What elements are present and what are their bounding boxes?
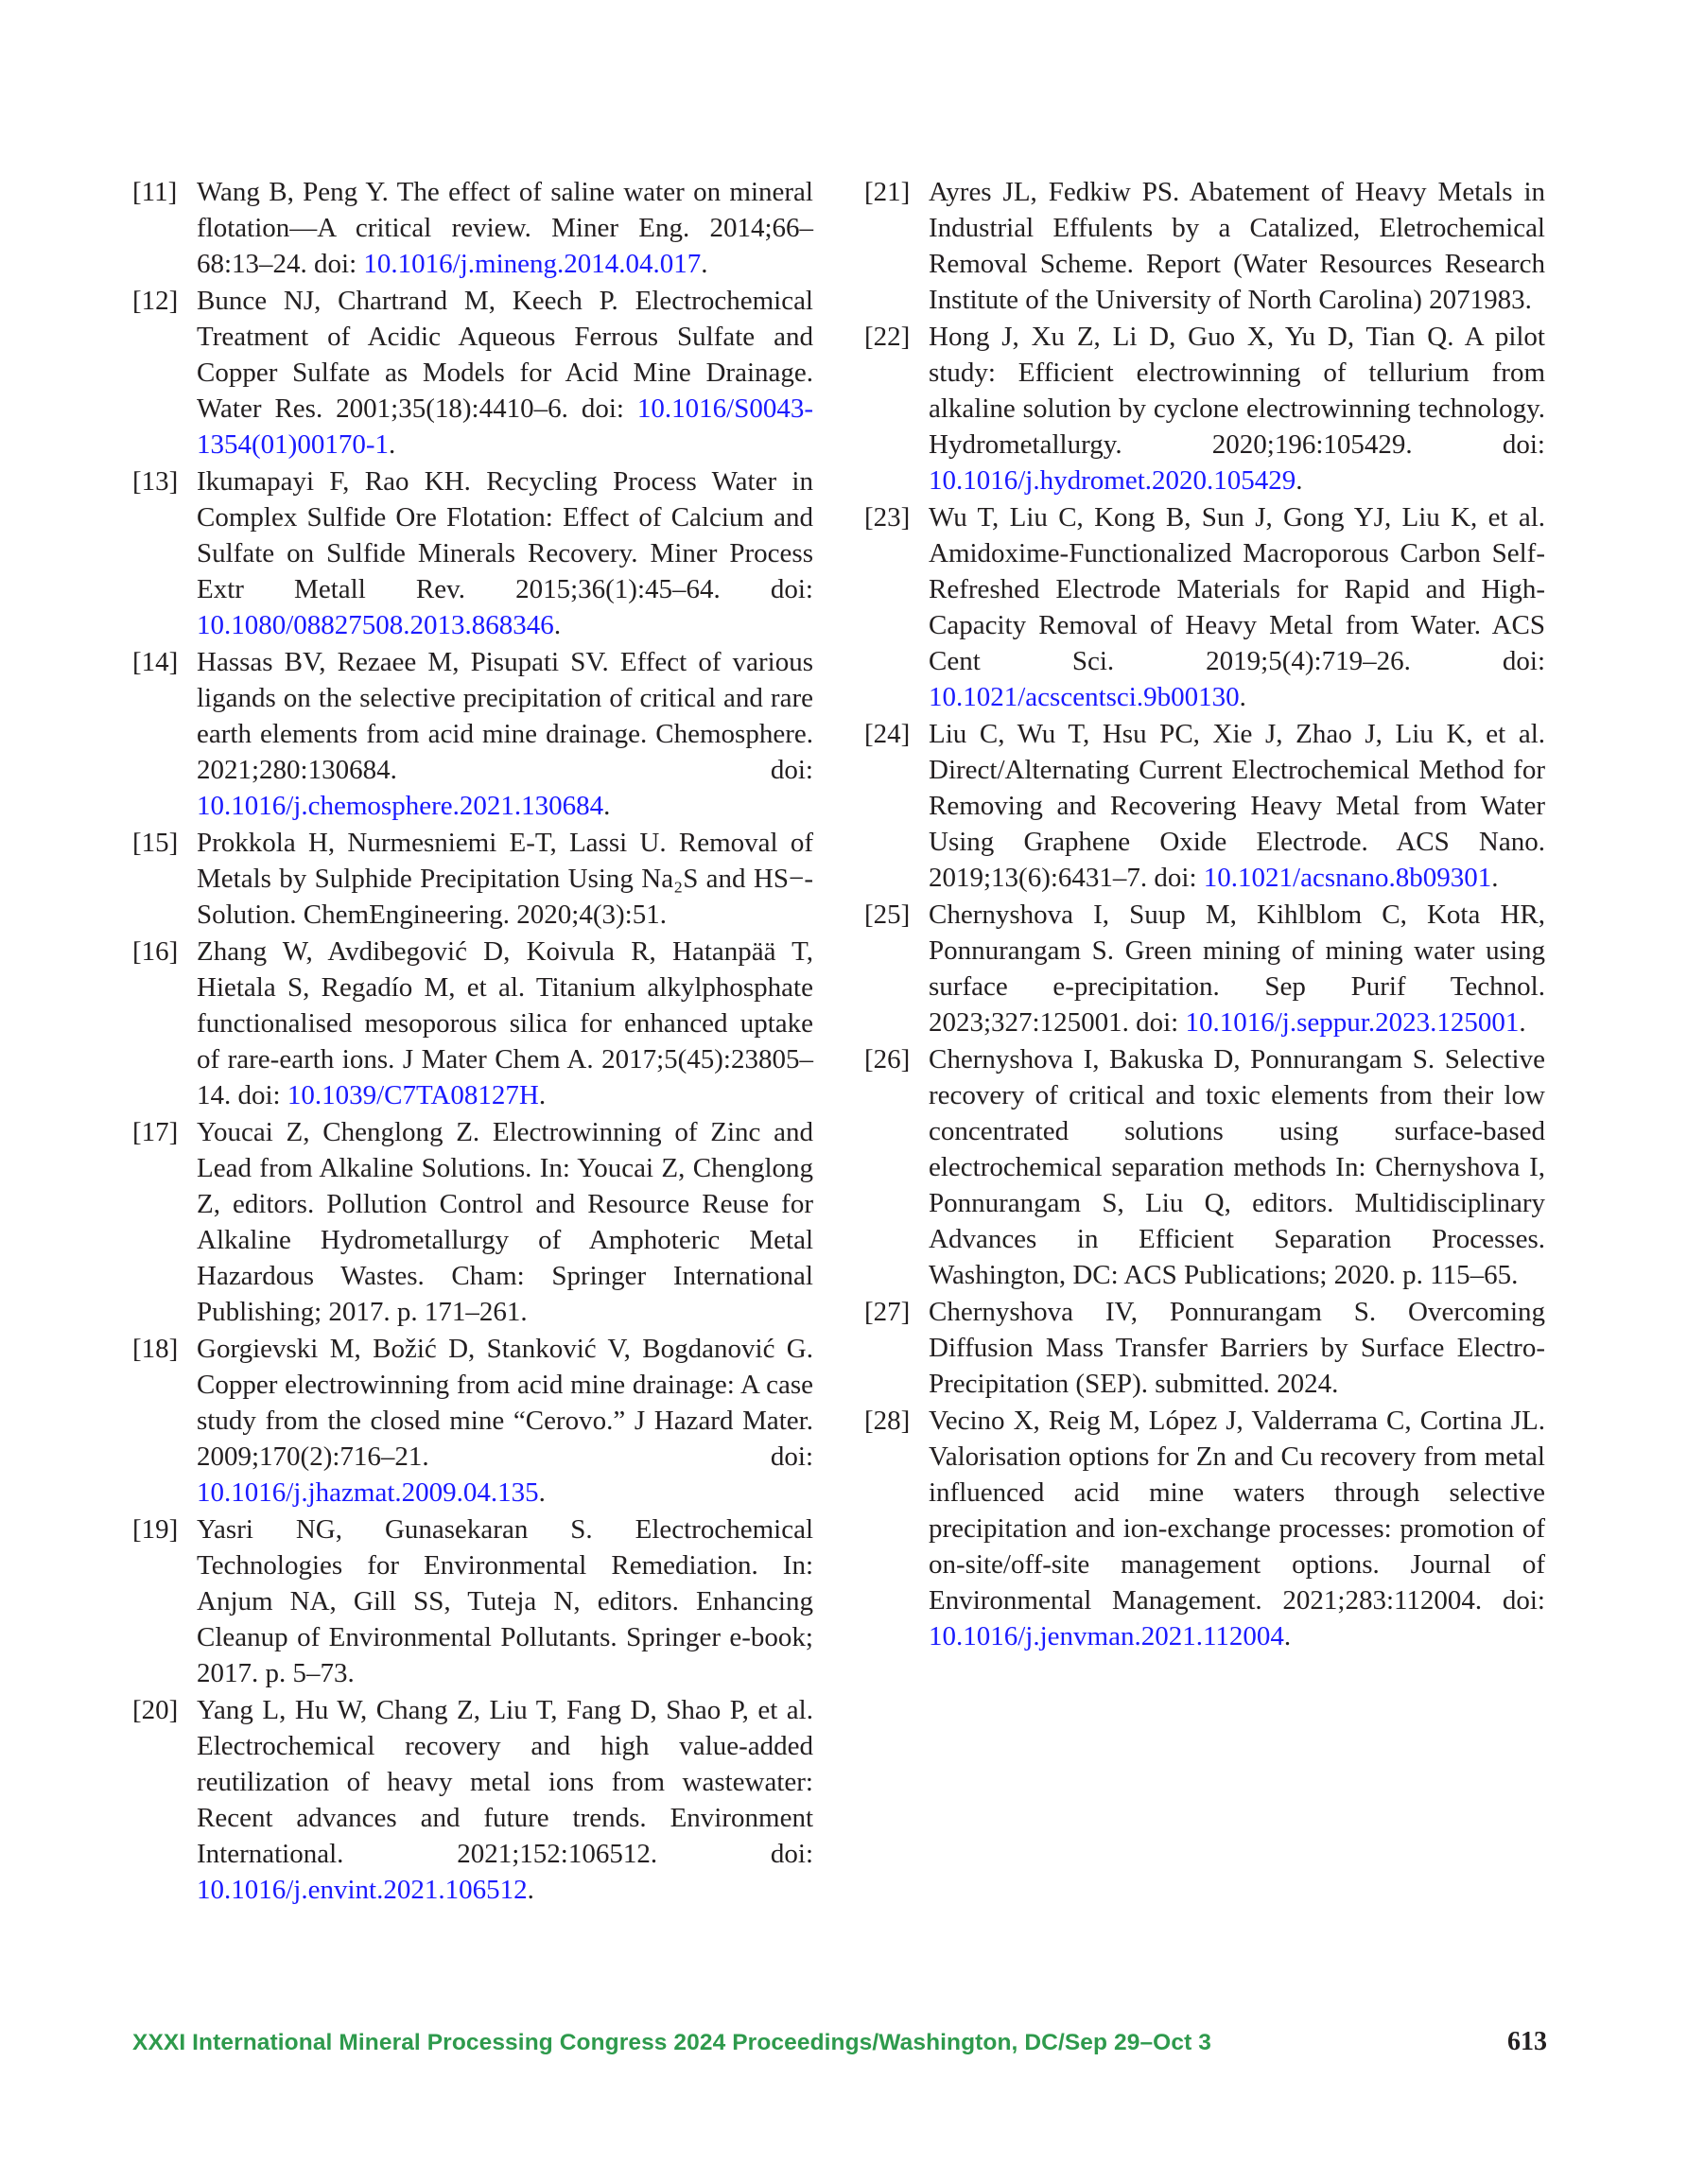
reference-citation: Hong J, Xu Z, Li D, Guo X, Yu D, Tian Q. A pilot study: Efficient electrowinning of tellurium from alkaline solution by cyclone electrowinning technology. Hydrometallurgy. 2020;196:105429. doi: (929, 322, 1545, 460)
reference-end-punctuation: . (603, 791, 611, 821)
reference-item (132, 825, 813, 933)
reference-text (197, 644, 813, 824)
reference-text (197, 825, 813, 933)
reference-item (132, 1511, 813, 1691)
reference-end-punctuation: . (1283, 1621, 1292, 1651)
reference-item (132, 644, 813, 824)
reference-citation: Prokkola H, Nurmesniemi E-T, Lassi U. Removal of Metals by Sulphide Precipitation Using Na₂S and HS−-Solution. ChemEngineering. 2020;4(3):51. (197, 828, 813, 930)
reference-item (864, 897, 1545, 1040)
reference-text (929, 1041, 1545, 1293)
reference-text (929, 174, 1545, 318)
reference-text (929, 319, 1545, 498)
reference-number: [14] (132, 647, 179, 677)
reference-citation: Chernyshova I, Suup M, Kihlblom C, Kota HR, Ponnurangam S. Green mining of mining water using surface e-precipitation. Sep Purif Technol. 2023;327:125001. doi: (929, 900, 1545, 1038)
reference-citation: Vecino X, Reig M, López J, Valderrama C, Cortina JL. Valorisation options for Zn and Cu recovery from metal influenced acid mine waters through selective precipitation and ion-exchange processes: promotion of on-site/off-site management options. Journal of Environmental Management. 2021;283:112004. doi: (929, 1406, 1545, 1616)
reference-citation: Bunce NJ, Chartrand M, Keech P. Electrochemical Treatment of Acidic Aqueous Ferrous Sulfate and Copper Sulfate as Models for Acid Mine Drainage. Water Res. 2001;35(18):4410–6. doi: (197, 286, 813, 424)
reference-number: [24] (864, 719, 911, 749)
reference-text (197, 463, 813, 643)
reference-text (197, 934, 813, 1113)
doi-link[interactable]: 10.1016/j.seppur.2023.125001 (1185, 1007, 1520, 1038)
reference-number: [15] (132, 828, 179, 858)
reference-number: [19] (132, 1514, 179, 1545)
reference-number: [22] (864, 322, 911, 352)
reference-item (864, 319, 1545, 498)
reference-item (864, 1041, 1545, 1293)
reference-citation: Yang L, Hu W, Chang Z, Liu T, Fang D, Shao P, et al. Electrochemical recovery and high value-added reutilization of heavy metal ions from wastewater: Recent advances and future trends. Environment International. 2021;152:106512. doi: (197, 1695, 813, 1869)
page-footer (132, 2027, 1547, 2057)
reference-citation: Wang B, Peng Y. The effect of saline water on mineral flotation—A critical review. Miner Eng. 2014;66–68:13–24. doi: (197, 177, 813, 279)
reference-number: [26] (864, 1044, 911, 1075)
reference-number: [16] (132, 936, 179, 967)
reference-citation: Ayres JL, Fedkiw PS. Abatement of Heavy Metals in Industrial Effulents by a Catalized, Eletrochemical Removal Scheme. Report (Water Resources Research Institute of the University of North Carolina) 2071983. (929, 177, 1545, 315)
reference-number: [25] (864, 900, 911, 930)
reference-text (197, 1114, 813, 1330)
reference-text (929, 499, 1545, 715)
reference-citation: Chernyshova I, Bakuska D, Ponnurangam S. Selective recovery of critical and toxic elements from their low concentrated solutions using surface-based electrochemical separation methods In: Chernyshova I, Ponnurangam S, Liu Q, editors. Multidisciplinary Advances in Efficient Separation Processes. Washington, DC: ACS Publications; 2020. p. 115–65. (929, 1044, 1545, 1290)
reference-text (197, 1692, 813, 1908)
reference-citation: Ikumapayi F, Rao KH. Recycling Process Water in Complex Sulfide Ore Flotation: Effect of Calcium and Sulfate on Sulfide Minerals Recovery. Miner Process Extr Metall Rev. 2015;36(1):45–64. doi: (197, 466, 813, 604)
reference-item (132, 1692, 813, 1908)
reference-citation: Liu C, Wu T, Hsu PC, Xie J, Zhao J, Liu K, et al. Direct/Alternating Current Electrochemical Method for Removing and Recovering Heavy Metal from Water Using Graphene Oxide Electrode. ACS Nano. 2019;13(6):6431–7. doi: (929, 719, 1545, 893)
reference-end-punctuation: . (553, 610, 562, 640)
reference-number: [17] (132, 1117, 179, 1147)
reference-list-left-column (132, 174, 813, 1908)
reference-citation: Hassas BV, Rezaee M, Pisupati SV. Effect of various ligands on the selective precipitation of critical and rare earth elements from acid mine drainage. Chemosphere. 2021;280:130684. doi: (197, 647, 813, 785)
reference-end-punctuation: . (538, 1477, 546, 1508)
reference-item (864, 499, 1545, 715)
reference-end-punctuation: . (1296, 465, 1303, 496)
reference-end-punctuation: . (388, 429, 396, 460)
reference-text (197, 283, 813, 463)
reference-end-punctuation: . (1491, 863, 1499, 893)
reference-item (132, 283, 813, 463)
reference-item (864, 716, 1545, 896)
reference-text (929, 1403, 1545, 1654)
reference-citation: Chernyshova IV, Ponnurangam S. Overcoming Diffusion Mass Transfer Barriers by Surface Electro-Precipitation (SEP). submitted. 2024. (929, 1297, 1545, 1399)
doi-link[interactable]: 10.1016/j.chemosphere.2021.130684 (197, 791, 604, 821)
reference-number: [11] (132, 177, 178, 207)
reference-text (929, 716, 1545, 896)
reference-text (197, 174, 813, 282)
reference-number: [28] (864, 1406, 911, 1436)
doi-link[interactable]: 10.1016/j.jhazmat.2009.04.135 (197, 1477, 539, 1508)
doi-link[interactable]: 10.1080/08827508.2013.868346 (197, 610, 554, 640)
reference-end-punctuation: . (538, 1080, 547, 1110)
reference-end-punctuation: . (701, 249, 708, 279)
page-number: 613 (1507, 2027, 1547, 2056)
reference-item (864, 1294, 1545, 1402)
reference-item (132, 463, 813, 643)
reference-item (864, 174, 1545, 318)
reference-citation: Zhang W, Avdibegović D, Koivula R, Hatanpää T, Hietala S, Regadío M, et al. Titanium alkylphosphate functionalised mesoporous silica for enhanced uptake of rare-earth ions. J Mater Chem A. 2017;5(45):23805–14. doi: (197, 936, 813, 1110)
reference-citation: Yasri NG, Gunasekaran S. Electrochemical Technologies for Environmental Remediation. In: Anjum NA, Gill SS, Tuteja N, editors. Enhancing Cleanup of Environmental Pollutants. Springer e-book; 2017. p. 5–73. (197, 1514, 813, 1688)
reference-number: [18] (132, 1334, 179, 1364)
doi-link[interactable]: 10.1016/S0043-1354(01)00170-1 (197, 393, 813, 460)
reference-number: [23] (864, 502, 911, 533)
reference-item (132, 934, 813, 1113)
doi-link[interactable]: 10.1039/C7TA08127H (287, 1080, 539, 1110)
reference-citation: Gorgievski M, Božić D, Stanković V, Bogdanović G. Copper electrowinning from acid mine drainage: A case study from the closed mine “Cerovo.” J Hazard Mater. 2009;170(2):716–21. doi: (197, 1334, 813, 1472)
reference-number: [21] (864, 177, 911, 207)
reference-item (864, 1403, 1545, 1654)
doi-link[interactable]: 10.1016/j.jenvman.2021.112004 (929, 1621, 1284, 1651)
reference-end-punctuation: . (527, 1875, 534, 1905)
doi-link[interactable]: 10.1021/acscentsci.9b00130 (929, 682, 1240, 712)
reference-citation: Wu T, Liu C, Kong B, Sun J, Gong YJ, Liu K, et al. Amidoxime-Functionalized Macroporous Carbon Self-Refreshed Electrode Materials for Rapid and High-Capacity Removal of Heavy Metal from Water. ACS Cent Sci. 2019;5(4):719–26. doi: (929, 502, 1545, 676)
reference-end-punctuation: . (1519, 1007, 1526, 1038)
reference-text (929, 897, 1545, 1040)
proceedings-footer-text: XXXI International Mineral Processing Congress 2024 Proceedings/Washington, DC/Sep 29–Oct 3 (132, 2030, 1211, 2055)
doi-link[interactable]: 10.1016/j.envint.2021.106512 (197, 1875, 528, 1905)
reference-list-right-column (864, 174, 1545, 1654)
reference-end-punctuation: . (1239, 682, 1246, 712)
doi-link[interactable]: 10.1016/j.mineng.2014.04.017 (363, 249, 702, 279)
reference-citation: Youcai Z, Chenglong Z. Electrowinning of Zinc and Lead from Alkaline Solutions. In: Youcai Z, Chenglong Z, editors. Pollution Control and Resource Reuse for Alkaline Hydrometallurgy of Amphoteric Metal Hazardous Wastes. Cham: Springer International Publishing; 2017. p. 171–261. (197, 1117, 813, 1327)
reference-item (132, 174, 813, 282)
reference-text (197, 1331, 813, 1511)
doi-link[interactable]: 10.1016/j.hydromet.2020.105429 (929, 465, 1296, 496)
doi-link[interactable]: 10.1021/acsnano.8b09301 (1203, 863, 1492, 893)
reference-item (132, 1114, 813, 1330)
reference-number: [13] (132, 466, 179, 497)
reference-number: [27] (864, 1297, 911, 1327)
reference-number: [12] (132, 286, 179, 316)
reference-number: [20] (132, 1695, 179, 1725)
reference-text (929, 1294, 1545, 1402)
reference-item (132, 1331, 813, 1511)
reference-text (197, 1511, 813, 1691)
